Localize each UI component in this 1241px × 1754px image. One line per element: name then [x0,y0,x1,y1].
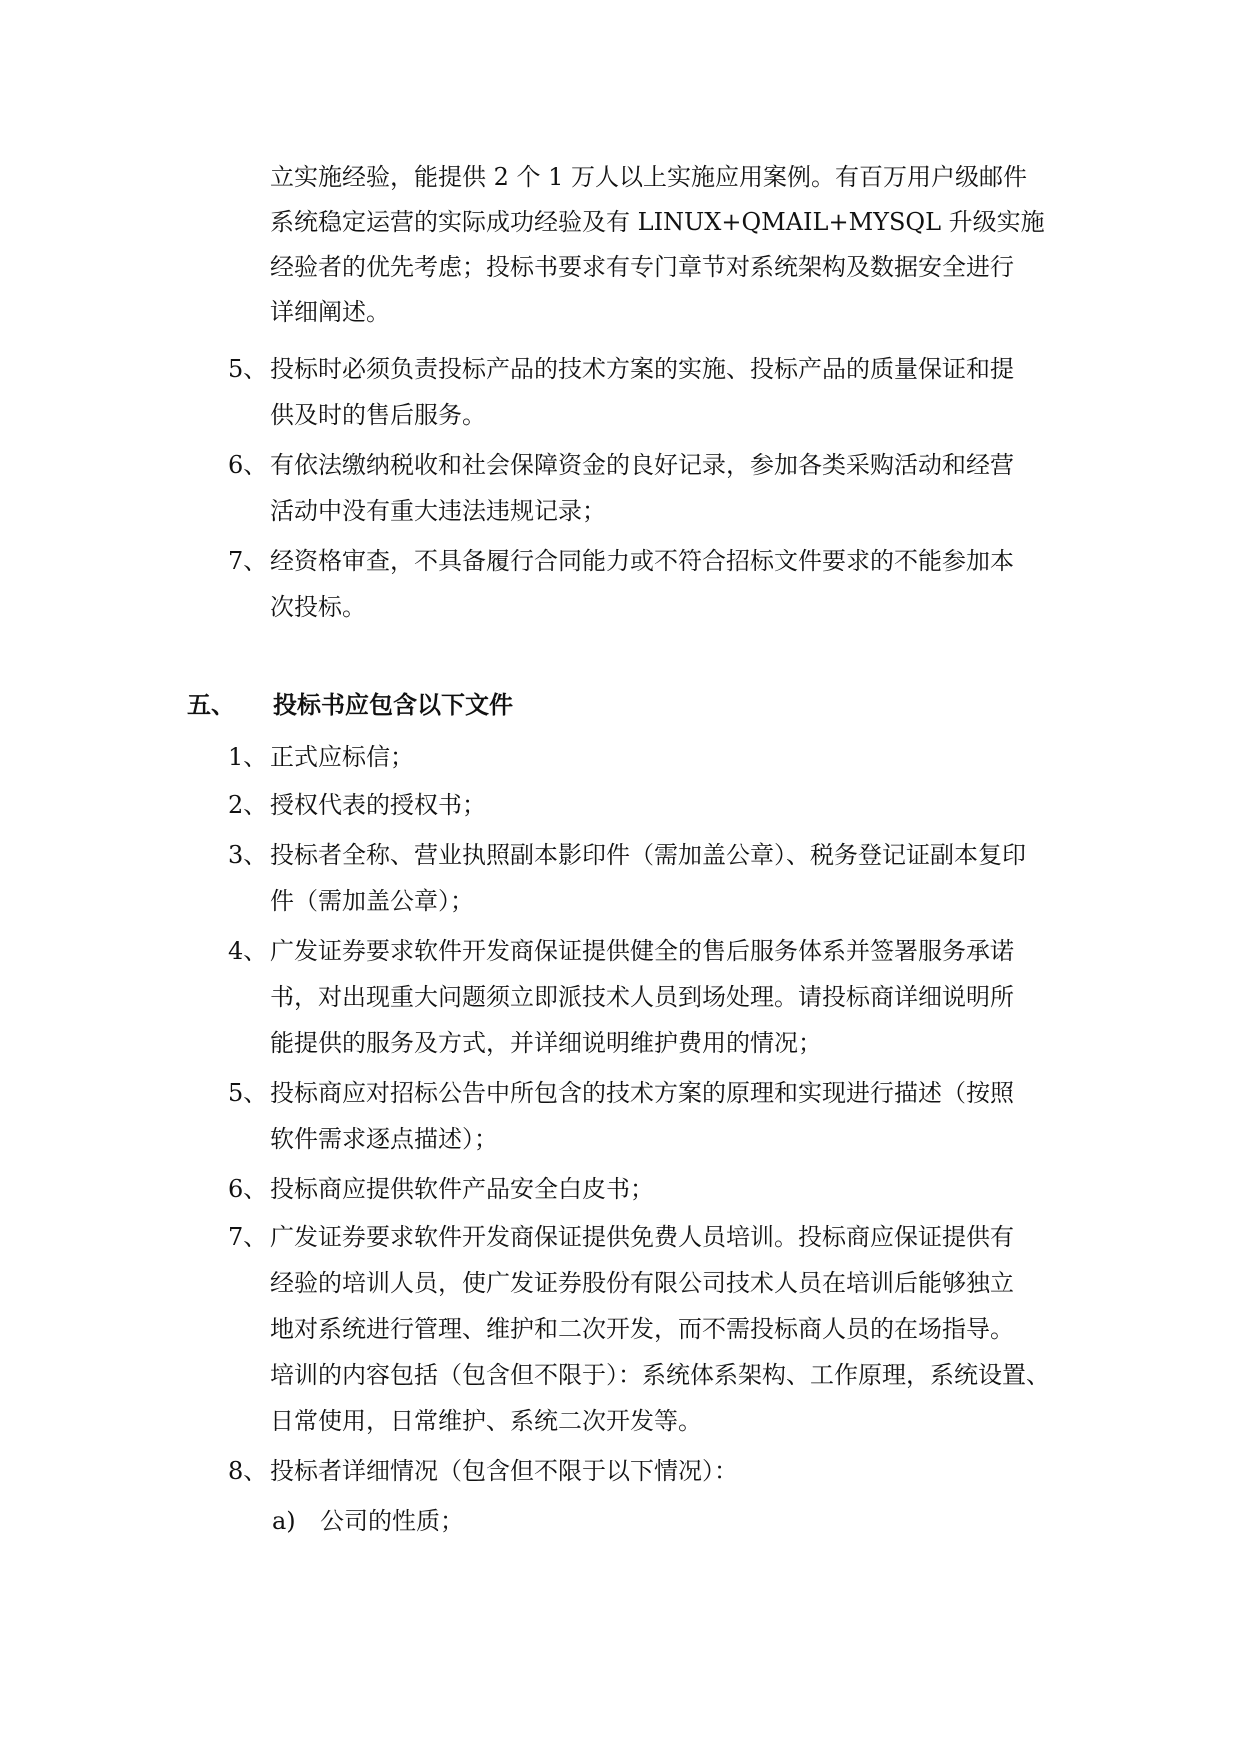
list-item-number: 7、 [228,547,268,575]
list-item-number: 3、 [228,841,268,869]
list-item-text: 活动中没有重大违法违规记录； [270,497,606,525]
list-item-text: 经资格审查，不具备履行合同能力或不符合招标文件要求的不能参加本 [270,547,1014,575]
list-item-text: 投标时必须负责投标产品的技术方案的实施、投标产品的质量保证和提 [270,355,1014,383]
list-item-text: 投标者全称、营业执照副本影印件（需加盖公章）、税务登记证副本复印 [270,841,1026,869]
list-item-number: 5、 [228,1079,268,1107]
list-item-number: 6、 [228,451,268,479]
list-item-text: 培训的内容包括（包含但不限于）：系统体系架构、工作原理，系统设置、 [270,1361,1050,1389]
intro-line: 详细阐述。 [270,298,390,326]
list-item-number: 2、 [228,791,268,819]
list-item-text: 经验的培训人员，使广发证券股份有限公司技术人员在培训后能够独立 [270,1269,1014,1297]
list-item-text: 投标商应提供软件产品安全白皮书； [270,1175,654,1203]
intro-line: 立实施经验，能提供 2 个 1 万人以上实施应用案例。有百万用户级邮件 [270,163,1028,191]
subitem-label: a) [272,1507,296,1535]
intro-line: 系统稳定运营的实际成功经验及有 LINUX+QMAIL+MYSQL 升级实施 [270,208,1045,236]
list-item-text: 供及时的售后服务。 [270,401,486,429]
list-item-text: 投标者详细情况（包含但不限于以下情况）： [270,1457,738,1485]
subitem-text: 公司的性质； [320,1507,464,1535]
list-item-number: 4、 [228,937,268,965]
list-item-text: 次投标。 [270,593,366,621]
list-item-number: 5、 [228,355,268,383]
section-number: 五、 [187,691,235,719]
list-item-text: 能提供的服务及方式，并详细说明维护费用的情况； [270,1029,822,1057]
list-item-number: 1、 [228,743,268,771]
list-item-number: 8、 [228,1457,268,1485]
section-title: 投标书应包含以下文件 [273,691,513,719]
list-item-text: 软件需求逐点描述）； [270,1125,498,1153]
list-item-number: 7、 [228,1223,268,1251]
list-item-text: 授权代表的授权书； [270,791,486,819]
list-item-text: 地对系统进行管理、维护和二次开发，而不需投标商人员的在场指导。 [270,1315,1014,1343]
list-item-text: 件（需加盖公章）； [270,887,474,915]
list-item-text: 投标商应对招标公告中所包含的技术方案的原理和实现进行描述（按照 [270,1079,1014,1107]
list-item-text: 广发证券要求软件开发商保证提供免费人员培训。投标商应保证提供有 [270,1223,1014,1251]
intro-line: 经验者的优先考虑；投标书要求有专门章节对系统架构及数据安全进行 [270,253,1014,281]
list-item-text: 正式应标信； [270,743,414,771]
list-item-text: 日常使用，日常维护、系统二次开发等。 [270,1407,702,1435]
list-item-number: 6、 [228,1175,268,1203]
list-item-text: 有依法缴纳税收和社会保障资金的良好记录，参加各类采购活动和经营 [270,451,1014,479]
list-item-text: 广发证券要求软件开发商保证提供健全的售后服务体系并签署服务承诺 [270,937,1014,965]
list-item-text: 书，对出现重大问题须立即派技术人员到场处理。请投标商详细说明所 [270,983,1014,1011]
